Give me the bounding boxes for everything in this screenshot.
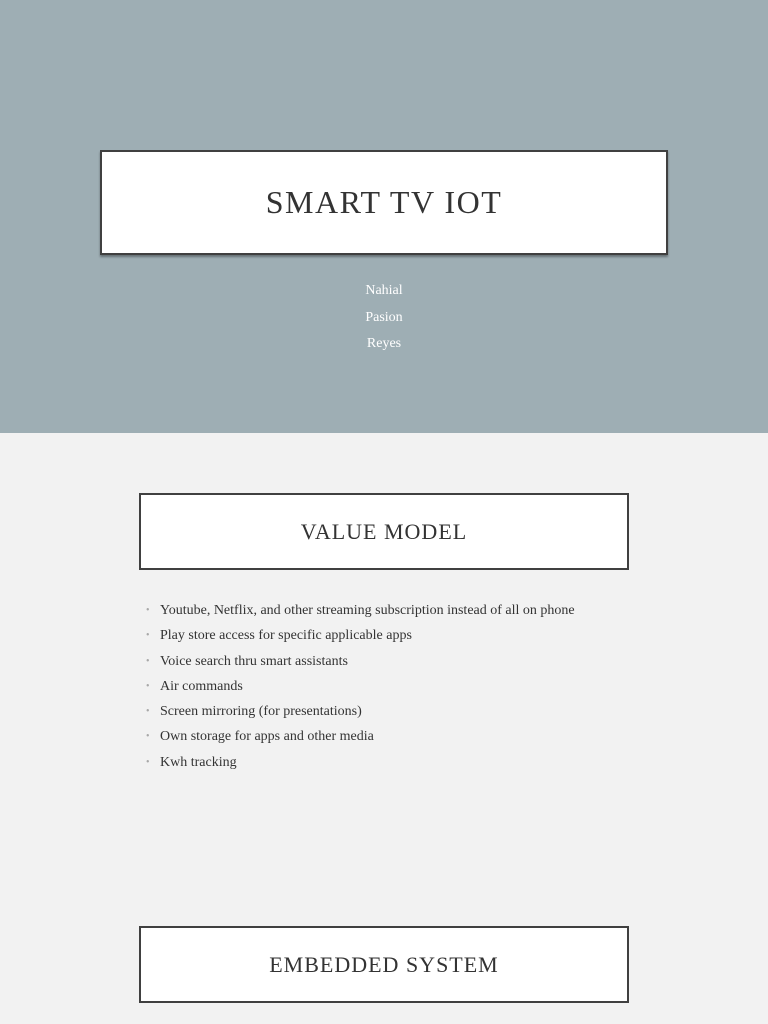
list-item-text: Screen mirroring (for presentations): [160, 704, 362, 720]
list-item: [146, 752, 575, 777]
list-item: [146, 726, 575, 751]
author-list: [0, 278, 768, 358]
author-name: Pasion: [365, 309, 403, 325]
bullet-icon: •: [146, 731, 150, 743]
list-item-text: Air commands: [160, 678, 243, 694]
value-model-heading-box: [139, 493, 629, 570]
bullet-icon: •: [146, 706, 150, 718]
list-item: [146, 625, 575, 650]
value-model-heading: VALUE MODEL: [300, 518, 468, 544]
list-item: [146, 651, 575, 676]
list-item: [146, 676, 575, 701]
bullet-icon: •: [146, 655, 150, 667]
bullet-icon: •: [146, 630, 150, 642]
page-title: SMART TV IOT: [265, 184, 503, 220]
author-name: Nahial: [365, 283, 403, 298]
list-item-text: Kwh tracking: [160, 754, 237, 770]
embedded-system-heading: EMBEDDED SYSTEM: [269, 951, 499, 977]
value-model-list: [146, 600, 575, 777]
list-item-text: Play store access for specific applicable apps: [160, 628, 412, 644]
title-box: [100, 150, 668, 255]
list-item: [146, 600, 575, 625]
bullet-icon: •: [146, 680, 150, 692]
list-item: [146, 701, 575, 726]
list-item-text: Voice search thru smart assistants: [160, 653, 348, 669]
author-name: Reyes: [366, 336, 402, 351]
embedded-system-heading-box: [139, 926, 629, 1003]
list-item-text: Youtube, Netflix, and other streaming subscription instead of all on phone: [160, 603, 575, 618]
bullet-icon: •: [146, 756, 150, 768]
title-slide: [0, 0, 768, 433]
list-item-text: Own storage for apps and other media: [160, 729, 374, 745]
bullet-icon: •: [146, 605, 150, 616]
